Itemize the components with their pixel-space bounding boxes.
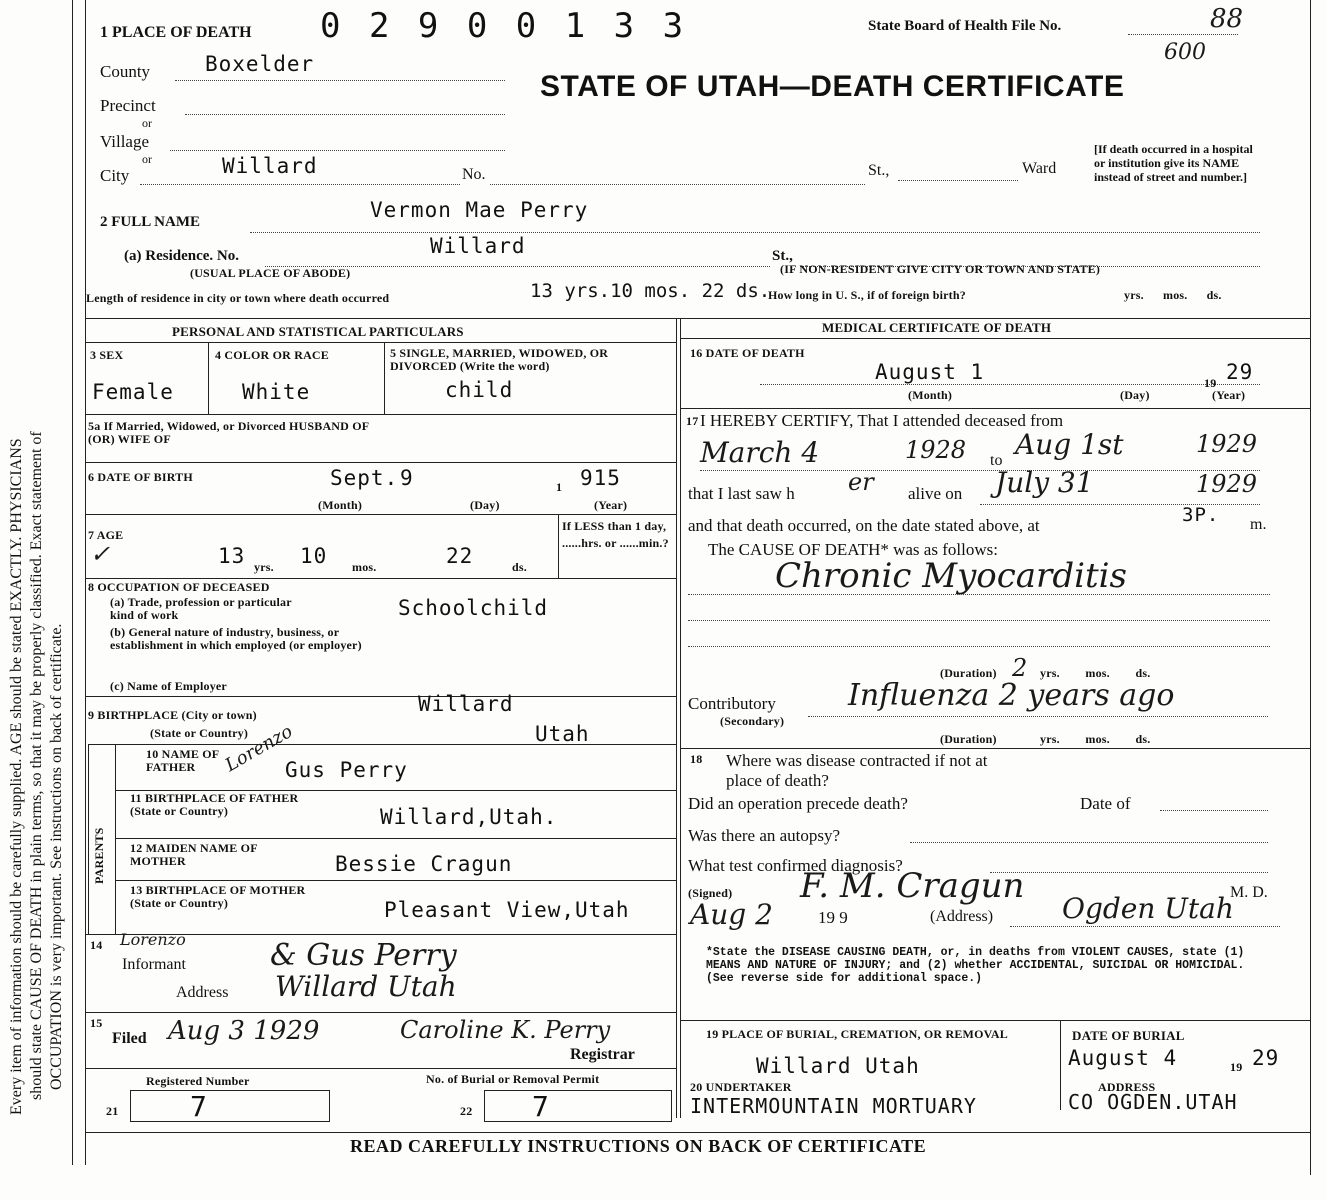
- birthplace-label: 9 BIRTHPLACE (City or town): [88, 708, 257, 722]
- occupation-label: 8 OCCUPATION OF DECEASED: [88, 580, 270, 594]
- employer-label: (c) Name of Employer: [110, 679, 227, 693]
- marital-status-label: 5 SINGLE, MARRIED, WIDOWED, OR DIVORCED (Write the word): [390, 346, 609, 373]
- row-21-label: 21: [106, 1104, 119, 1118]
- file-no-handwritten-1: 88: [1210, 4, 1244, 34]
- side-note-1: Every item of information should be carefully supplied. AGE should be stated EXACTLY. PHYSICIANS: [8, 438, 25, 1115]
- attended-from-handwritten: March 4: [700, 436, 820, 469]
- duration-units-2: yrs. mos. ds.: [1040, 732, 1151, 746]
- city-value: Willard: [222, 154, 318, 178]
- autopsy-question: Was there an autopsy?: [688, 826, 841, 845]
- mother-birthplace-value: Pleasant View,Utah: [384, 898, 630, 922]
- parents-side-label: PARENTS: [92, 827, 106, 884]
- physician-signature: F. M. Cragun: [800, 866, 1025, 906]
- birthplace-state: Utah: [535, 722, 590, 746]
- last-saw-year: 1929: [1196, 470, 1258, 498]
- mother-name-value: Bessie Cragun: [335, 852, 513, 876]
- city-st-label: St.,: [868, 162, 890, 179]
- age-months-unit: mos.: [352, 560, 377, 574]
- birthplace-city: Willard: [418, 692, 514, 716]
- occupation-b-label: (b) General nature of industry, business, or establishment in which employed (or employer): [110, 625, 362, 652]
- cause-footnote: *State the DISEASE CAUSING DEATH, or, in deaths from VIOLENT CAUSES, state (1) MEANS AND NATURE OF INJURY; and (2) whether ACCIDENTAL, SUICIDAL OR HOMICIDAL. (See reverse side for additional space.): [706, 946, 1245, 985]
- secondary-label: (Secondary): [720, 714, 785, 728]
- contributory-handwritten: Influenza 2 years ago: [848, 678, 1175, 713]
- dod-year-caption: (Year): [1212, 388, 1246, 402]
- full-name-label: 2 FULL NAME: [100, 214, 201, 230]
- dod-day-caption: (Day): [1120, 388, 1150, 402]
- medical-heading: MEDICAL CERTIFICATE OF DEATH: [822, 320, 1052, 335]
- foreign-birth-units: yrs. mos. ds.: [1124, 288, 1222, 302]
- registered-number-label: Registered Number: [146, 1074, 250, 1088]
- dob-month: Sept.: [330, 466, 399, 490]
- informant-number: 14: [90, 938, 103, 952]
- or-label-1: or: [142, 116, 152, 130]
- residence-value: Willard: [430, 234, 526, 258]
- duration-label-1: (Duration): [940, 666, 997, 680]
- marital-status-value: child: [445, 378, 514, 402]
- death-time-text: and that death occurred, on the date stated above, at: [688, 516, 1040, 535]
- operation-date-label: Date of: [1080, 794, 1131, 813]
- mother-birthplace-label: 13 BIRTHPLACE OF MOTHER (State or Country): [130, 883, 306, 910]
- signed-year: 19 9: [818, 908, 848, 927]
- certificate-title: STATE OF UTAH—DEATH CERTIFICATE: [540, 70, 1125, 103]
- father-birthplace-value: Willard,Utah.: [380, 805, 558, 829]
- last-saw-pronoun: er: [848, 468, 874, 496]
- non-resident-caption: (IF NON-RESIDENT GIVE CITY OR TOWN AND STATE): [780, 262, 1101, 276]
- file-no-label: State Board of Health File No.: [868, 18, 1062, 34]
- undertaker-address-label: ADDRESS: [1098, 1080, 1156, 1094]
- last-saw-date-handwritten: July 31: [995, 466, 1094, 499]
- alive-on-label: alive on: [908, 484, 963, 503]
- operation-question: Did an operation precede death?: [688, 794, 908, 813]
- length-of-residence-label: Length of residence in city or town where death occurred: [86, 291, 390, 305]
- filed-date-handwritten: Aug 3 1929: [168, 1016, 320, 1046]
- last-saw-text: that I last saw h: [688, 484, 795, 503]
- village-label: Village: [100, 132, 150, 151]
- certify-text: I HEREBY CERTIFY, That I attended deceased from: [700, 411, 1064, 430]
- registered-number-value: 7: [190, 1090, 208, 1123]
- sex-value: Female: [92, 380, 174, 404]
- color-race-value: White: [242, 380, 311, 404]
- signed-label: (Signed): [688, 886, 733, 900]
- undertaker-address-value: CO OGDEN.UTAH: [1068, 1090, 1238, 1114]
- death-time-value: 3P.: [1182, 504, 1220, 526]
- age-label: 7 AGE: [88, 528, 124, 542]
- certificate-number: 0 2 9 0 0 1 3 3: [320, 6, 688, 46]
- informant-handwritten-top: Lorenzo: [120, 930, 186, 949]
- father-birthplace-label: 11 BIRTHPLACE OF FATHER (State or Country): [130, 791, 299, 818]
- county-label: County: [100, 62, 151, 81]
- dod-month-caption: (Month): [908, 388, 953, 402]
- usual-abode-caption: (USUAL PLACE OF ABODE): [190, 266, 351, 280]
- registrar-label: Registrar: [570, 1046, 635, 1063]
- filed-number: 15: [90, 1016, 103, 1030]
- age-years-unit: yrs.: [254, 560, 274, 574]
- full-name-value: Vermon Mae Perry: [370, 198, 589, 222]
- date-of-death-label: 16 DATE OF DEATH: [690, 346, 805, 360]
- less-than-day-label: If LESS than 1 day, ......hrs. or ......min.?: [562, 519, 669, 550]
- hospital-note: [If death occurred in a hospital or institution give its NAME instead of street and number.]: [1094, 142, 1253, 184]
- dob-year: 915: [580, 466, 621, 490]
- occupation-value: Schoolchild: [398, 596, 549, 620]
- disease-contracted-question: Where was disease contracted if not at place of death?: [726, 751, 988, 790]
- side-note-2: should state CAUSE OF DEATH in plain terms, so that it may be properly classified. Exact statement of: [28, 431, 45, 1100]
- personal-heading: PERSONAL AND STATISTICAL PARTICULARS: [172, 324, 464, 339]
- dob-day-caption: (Day): [470, 498, 500, 512]
- precinct-label: Precinct: [100, 96, 156, 115]
- physician-address-label: (Address): [930, 908, 994, 925]
- duration-label-2: (Duration): [940, 732, 997, 746]
- informant-address-handwritten: Willard Utah: [275, 970, 457, 1003]
- burial-year: 29: [1252, 1046, 1280, 1070]
- attended-to-handwritten: Aug 1st: [1015, 428, 1124, 461]
- duration-units-1: yrs. mos. ds.: [1040, 666, 1151, 680]
- file-no-handwritten-2: 600: [1164, 40, 1206, 65]
- burial-place-label: 19 PLACE OF BURIAL, CREMATION, OR REMOVAL: [706, 1027, 1008, 1041]
- contributory-label: Contributory: [688, 694, 776, 713]
- color-race-label: 4 COLOR OR RACE: [215, 348, 330, 362]
- signed-date-handwritten: Aug 2: [690, 898, 773, 931]
- dob-month-caption: (Month): [318, 498, 363, 512]
- side-note-3: OCCUPATION is very important. See instructions on back of certificate.: [48, 623, 65, 1090]
- death-year-prefix: 19: [1204, 376, 1217, 390]
- or-label-2: or: [142, 152, 152, 166]
- age-days: 22: [446, 544, 474, 568]
- sex-label: 3 SEX: [90, 348, 124, 362]
- dob-year-prefix: 1: [556, 480, 563, 494]
- ward-label: Ward: [1022, 160, 1057, 177]
- burial-year-prefix: 19: [1230, 1060, 1243, 1074]
- informant-handwritten: & Gus Perry: [270, 938, 457, 973]
- occupation-a-label: (a) Trade, profession or particular kind of work: [110, 595, 292, 622]
- date-of-birth-label: 6 DATE OF BIRTH: [88, 470, 193, 484]
- city-label: City: [100, 166, 130, 185]
- place-of-death-label: 1 PLACE OF DEATH: [100, 24, 252, 41]
- attended-to-year: 1929: [1196, 430, 1258, 458]
- residence-st-label: St.,: [772, 248, 793, 264]
- burial-permit-label: No. of Burial or Removal Permit: [426, 1072, 600, 1086]
- foreign-birth-label: How long in U. S., if of foreign birth?: [768, 288, 966, 302]
- diagnosis-test-question: What test confirmed diagnosis?: [688, 856, 903, 875]
- item-18-number: 18: [690, 752, 703, 766]
- spouse-label: 5a If Married, Widowed, or Divorced HUSBAND OF (OR) WIFE OF: [88, 419, 369, 446]
- attended-from-year: 1928: [905, 436, 967, 464]
- burial-permit-value: 7: [532, 1090, 550, 1123]
- burial-date-label: DATE OF BURIAL: [1072, 1028, 1185, 1043]
- burial-place-value: Willard Utah: [756, 1054, 920, 1078]
- certify-number: 17: [686, 414, 699, 428]
- mother-name-label: 12 MAIDEN NAME OF MOTHER: [130, 841, 258, 868]
- burial-date-value: August 4: [1068, 1046, 1178, 1070]
- physician-address-handwritten: Ogden Utah: [1062, 892, 1234, 925]
- cause-of-death-handwritten: Chronic Myocarditis: [775, 556, 1127, 596]
- age-years: 13: [218, 544, 246, 568]
- age-days-unit: ds.: [512, 560, 527, 574]
- birthplace-state-caption: (State or Country): [150, 726, 249, 740]
- county-value: Boxelder: [205, 52, 315, 76]
- death-year: 29: [1226, 360, 1254, 384]
- age-months: 10: [300, 544, 328, 568]
- length-of-residence-value: 13 yrs.10 mos. 22 ds.: [530, 280, 771, 302]
- filed-label: Filed: [112, 1030, 147, 1047]
- residence-label: (a) Residence. No.: [124, 248, 239, 264]
- md-label: M. D.: [1230, 884, 1268, 901]
- informant-address-label: Address: [176, 984, 229, 1001]
- father-name-value: Gus Perry: [285, 758, 408, 782]
- undertaker-value: INTERMOUNTAIN MORTUARY: [690, 1094, 977, 1118]
- cause-of-death-text: The CAUSE OF DEATH* was as follows:: [708, 540, 998, 559]
- dob-day: 9: [400, 466, 414, 490]
- attended-to-label: to: [990, 452, 1003, 469]
- registrar-handwritten: Caroline K. Perry: [400, 1016, 611, 1044]
- father-name-label: 10 NAME OF FATHER: [146, 747, 219, 774]
- death-time-suffix: m.: [1250, 516, 1267, 533]
- informant-label: Informant: [122, 956, 186, 973]
- age-check: ✓: [90, 540, 111, 568]
- instructions-footer: READ CAREFULLY INSTRUCTIONS ON BACK OF CERTIFICATE: [350, 1136, 927, 1156]
- undertaker-label: 20 UNDERTAKER: [690, 1080, 792, 1094]
- father-handwritten: Lorenzo: [221, 720, 297, 777]
- date-of-death-value: August 1: [875, 360, 985, 384]
- dob-year-caption: (Year): [594, 498, 628, 512]
- city-no-label: No.: [462, 166, 486, 183]
- duration-value: 2: [1012, 654, 1028, 682]
- row-22-label: 22: [460, 1104, 473, 1118]
